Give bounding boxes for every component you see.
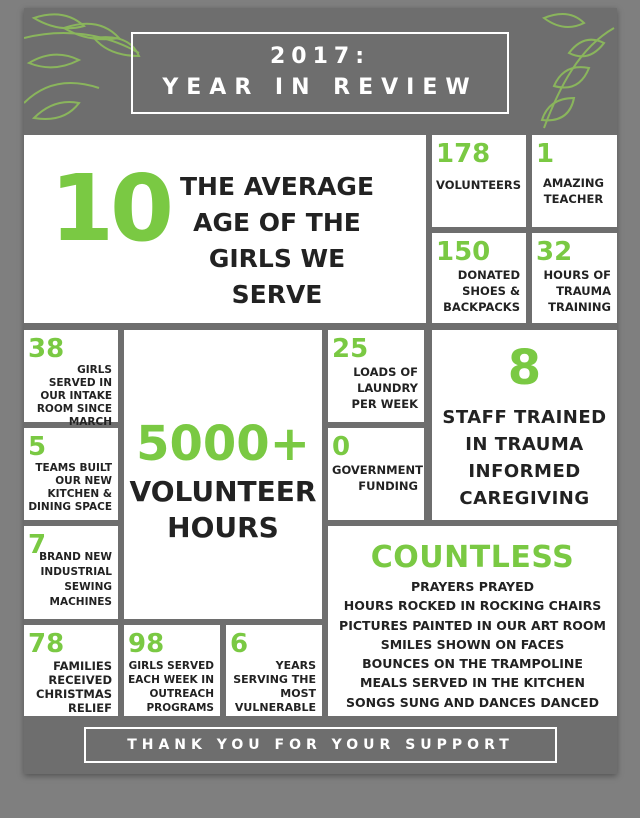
stat-value: 1 <box>536 139 555 169</box>
stat-donated <box>432 233 526 323</box>
stat-average-age <box>24 135 426 323</box>
stat-value: 10 <box>50 155 171 262</box>
header-title: YEAR IN REVIEW <box>162 75 478 100</box>
list-item: BOUNCES ON THE TRAMPOLINE <box>362 656 583 672</box>
stat-label: VOLUNTEER HOURS <box>129 475 317 544</box>
stat-label: THE AVERAGE AGE OF THE GIRLS WE SERVE <box>179 172 375 309</box>
stat-label: GOVERNMENT FUNDING <box>332 463 423 493</box>
stat-value: 78 <box>28 629 65 659</box>
stat-label: BRAND NEW INDUSTRIAL SEWING MACHINES <box>39 551 112 608</box>
stat-label: DONATED SHOES & BACKPACKS <box>443 268 520 314</box>
stat-label: LOADS OF LAUNDRY PER WEEK <box>351 365 418 411</box>
stat-teacher <box>532 135 617 227</box>
stat-value: 8 <box>507 340 542 396</box>
stat-label: YEARS SERVING THE MOST VULNERABLE <box>233 659 316 714</box>
stat-outreach <box>124 625 220 716</box>
stat-value: 178 <box>436 139 491 169</box>
footer-text: THANK YOU FOR YOUR SUPPORT <box>127 737 514 753</box>
stat-label: TEAMS BUILT OUR NEW KITCHEN & DINING SPACE <box>28 462 112 513</box>
stat-value: 25 <box>332 334 369 364</box>
stat-value: 98 <box>128 629 165 659</box>
countless-list <box>328 577 617 712</box>
stat-value: 6 <box>230 629 249 659</box>
list-item: PICTURES PAINTED IN OUR ART ROOM <box>339 617 606 633</box>
stat-value: 5000+ <box>136 416 310 472</box>
thank-you-banner <box>84 727 557 763</box>
stat-value: 5 <box>28 432 47 462</box>
stat-teams <box>24 428 118 520</box>
stat-volunteer-hours <box>124 330 322 619</box>
stat-intake <box>24 330 118 428</box>
infographic-poster <box>24 8 617 774</box>
stat-label: AMAZING TEACHER <box>543 176 604 206</box>
stat-label: FAMILIES RECEIVED CHRISTMAS RELIEF <box>36 659 112 715</box>
stat-volunteers <box>432 135 526 227</box>
header-title-box <box>131 32 509 114</box>
stat-staff <box>432 330 617 520</box>
stat-trauma-hours <box>532 233 617 323</box>
list-item: PRAYERS PRAYED <box>410 579 535 594</box>
list-item: HOURS ROCKED IN ROCKING CHAIRS <box>343 598 602 614</box>
list-item: MEALS SERVED IN THE KITCHEN <box>360 675 585 691</box>
header-year: 2017: <box>269 44 371 69</box>
stat-christmas <box>24 625 118 716</box>
stat-value: 38 <box>28 334 65 364</box>
stat-value: 0 <box>332 432 351 462</box>
stat-value: 7 <box>28 530 47 560</box>
stat-value: 150 <box>436 237 491 267</box>
list-item: SMILES SHOWN ON FACES <box>380 636 565 652</box>
stat-laundry <box>328 330 424 422</box>
stat-label: GIRLS SERVED IN OUR INTAKE ROOM SINCE MARCH <box>36 364 112 428</box>
stat-label: HOURS OF TRAUMA TRAINING <box>543 268 611 314</box>
stat-value: 32 <box>536 237 573 267</box>
stat-years <box>226 625 322 716</box>
stat-sewing <box>24 526 118 619</box>
countless-title: COUNTLESS <box>370 540 575 575</box>
stat-label: STAFF TRAINED IN TRAUMA INFORMED CAREGIVING <box>442 407 607 509</box>
stat-label: GIRLS SERVED EACH WEEK IN OUTREACH PROGRAMS <box>128 660 214 714</box>
stat-label: VOLUNTEERS <box>436 178 522 192</box>
stat-funding <box>328 428 424 520</box>
list-item: SONGS SUNG AND DANCES DANCED <box>346 694 599 710</box>
countless-panel <box>328 526 617 716</box>
